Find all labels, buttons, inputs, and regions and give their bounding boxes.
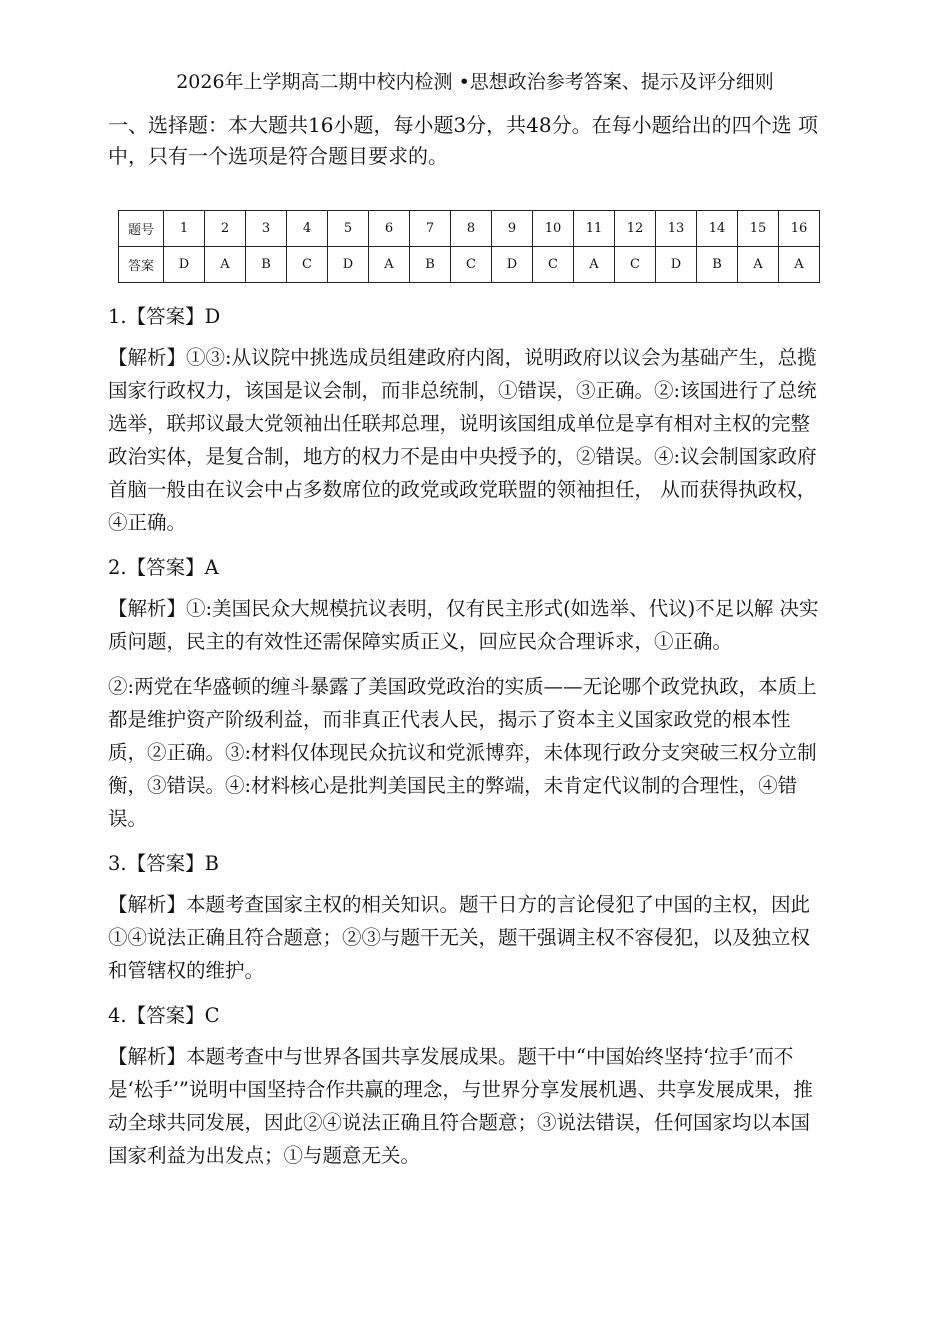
- answer-row: [119, 247, 820, 283]
- answer-cell: C: [451, 247, 492, 283]
- answer-cell: C: [287, 247, 328, 283]
- number-cell: 11: [574, 211, 615, 247]
- answer-cell: C: [615, 247, 656, 283]
- question-number-row: [119, 211, 820, 247]
- section-intro: 一、选择题：本大题共16小题，每小题3分，共48分。在每小题给出的四个选 项中，只有一个选项是符合题目要求的。: [108, 113, 818, 168]
- number-cell: 10: [533, 211, 574, 247]
- answer-cell: A: [205, 247, 246, 283]
- answer-cell: A: [574, 247, 615, 283]
- question-answer-heading: 4.【答案】C: [108, 1004, 220, 1027]
- answer-cell: D: [164, 247, 205, 283]
- question-explanation: 【解析】①:美国民众大规模抗议表明，仅有民主形式(如选举、代议)不足以解 决实质问题，民主的有效性还需保障实质正义，回应民众合理诉求，①正确。: [108, 597, 819, 653]
- question-explanation: 【解析】本题考查中与世界各国共享发展成果。题干中“中国始终坚持‘拉手’而不是‘松手’”说明中国坚持合作共赢的理念，与世界分享发展机遇、共享发展成果，推动全球共同发展，因此②④说法正确且符合题意；③说法错误，任何国家均以本国国家利益为出发点；①与题意无关。: [108, 1045, 813, 1167]
- number-cell: 6: [369, 211, 410, 247]
- answer-cell: A: [738, 247, 779, 283]
- answer-cell: B: [410, 247, 451, 283]
- answer-cell: B: [246, 247, 287, 283]
- number-cell: 7: [410, 211, 451, 247]
- answer-cell: A: [779, 247, 820, 283]
- answer-cell: A: [369, 247, 410, 283]
- row-label-answer: 答案: [119, 247, 164, 283]
- question-item-1: [108, 300, 828, 539]
- number-cell: 4: [287, 211, 328, 247]
- number-cell: 5: [328, 211, 369, 247]
- number-cell: 12: [615, 211, 656, 247]
- answer-table: [118, 210, 820, 283]
- number-cell: 8: [451, 211, 492, 247]
- answer-cell: C: [533, 247, 574, 283]
- question-item-4: [108, 999, 828, 1172]
- question-answer-heading: 3.【答案】B: [108, 852, 219, 875]
- number-cell: 2: [205, 211, 246, 247]
- question-answer-heading: 2.【答案】A: [108, 556, 219, 579]
- question-item-2: [108, 551, 828, 835]
- number-cell: 16: [779, 211, 820, 247]
- question-item-3: [108, 847, 828, 987]
- answer-cell: B: [697, 247, 738, 283]
- number-cell: 15: [738, 211, 779, 247]
- number-cell: 9: [492, 211, 533, 247]
- answer-cell: D: [492, 247, 533, 283]
- question-answer-heading: 1.【答案】D: [108, 305, 221, 328]
- answer-explanations: [108, 300, 828, 1184]
- answer-cell: D: [656, 247, 697, 283]
- number-cell: 1: [164, 211, 205, 247]
- answer-cell: D: [328, 247, 369, 283]
- document-title: 2026年上学期高二期中校内检测 •思想政治参考答案、提示及评分细则: [176, 71, 774, 93]
- question-explanation: 【解析】①③:从议院中挑选成员组建政府内阁，说明政府以议会为基础产生，总揽国家行政权力，该国是议会制，而非总统制，①错误，③正确。②:该国进行了总统选举，联邦议最大党领袖出任联邦总理，说明该国组成单位是享有相对主权的完整政治实体，是复合制，地方的权力不是由中央授予的，②错误。④:议会制国家政府首脑一般由在议会中占多数席位的政党或政党联盟的领袖担任， 从而获得执政权，④正确。: [108, 346, 817, 534]
- number-cell: 13: [656, 211, 697, 247]
- number-cell: 14: [697, 211, 738, 247]
- row-label-number: 题号: [119, 211, 164, 247]
- question-explanation: ②:两党在华盛顿的缠斗暴露了美国政党政治的实质——无论哪个政党执政，本质上都是维护资产阶级利益，而非真正代表人民，揭示了资本主义国家政党的根本性质，②正确。③:材料仅体现民众抗议和党派博弈，未体现行政分支突破三权分立制衡，③错误。④:材料核心是批判美国民主的弊端，未肯定代议制的合理性，④错误。: [108, 675, 817, 830]
- number-cell: 3: [246, 211, 287, 247]
- question-explanation: 【解析】本题考查国家主权的相关知识。题干日方的言论侵犯了中国的主权，因此①④说法正确且符合题意；②③与题干无关，题干强调主权不容侵犯，以及独立权和管辖权的维护。: [108, 893, 811, 982]
